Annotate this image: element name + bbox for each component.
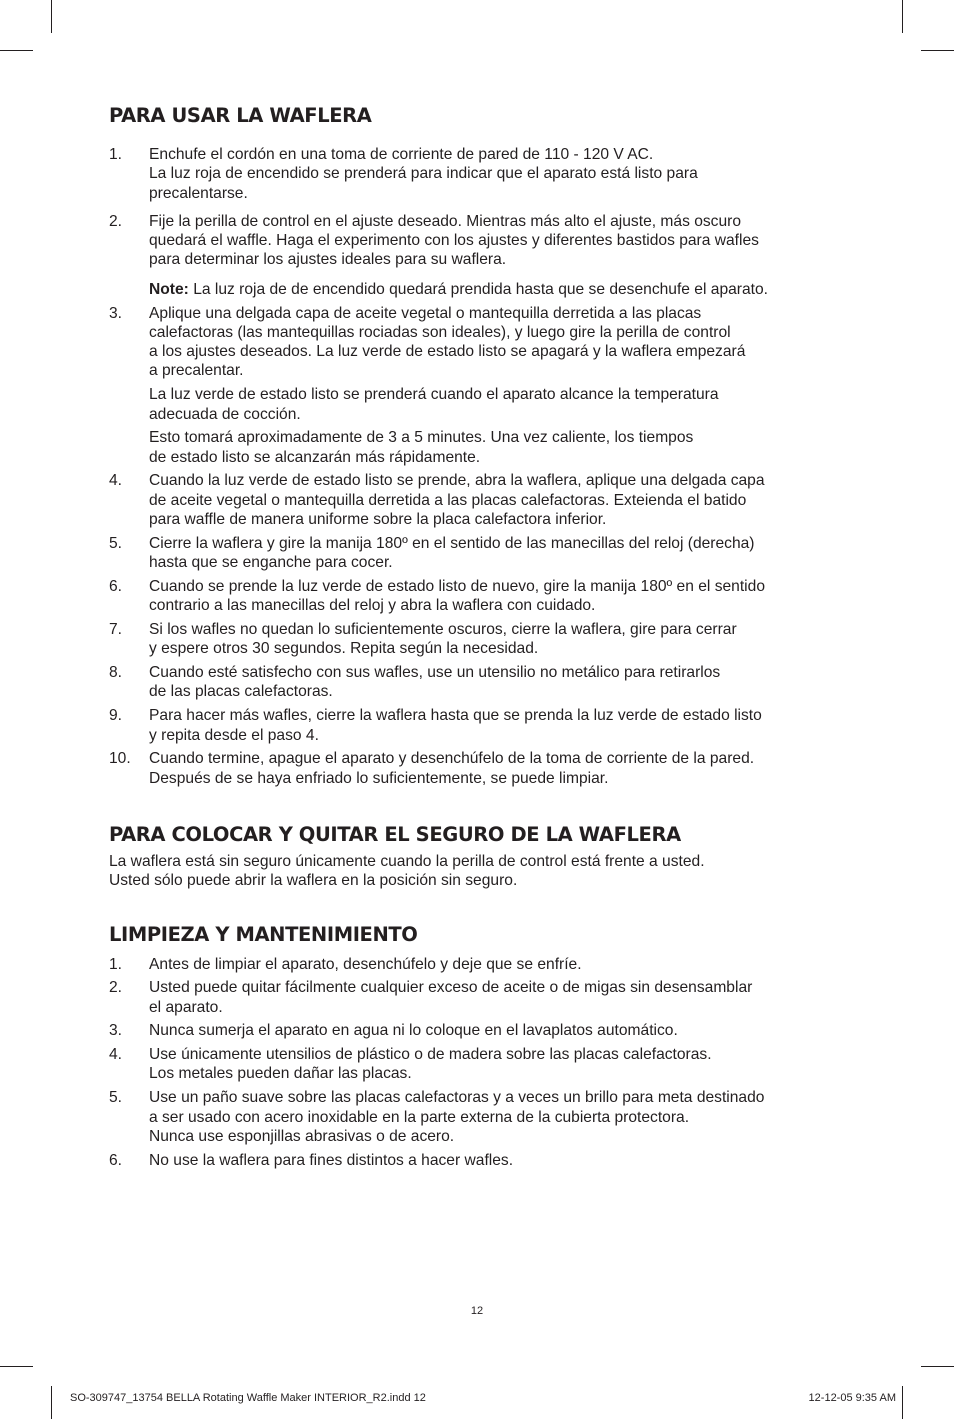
step-text: Nunca sumerja el aparato en agua ni lo coloque en el lavaplatos automático. — [149, 1022, 678, 1040]
step-number: 4. — [109, 472, 123, 490]
step-text: Usted puede quitar fácilmente cualquier exceso de aceite o de migas sin desensamblar el aparato. — [149, 979, 753, 1016]
step-number: 8. — [109, 664, 123, 682]
list-item — [109, 304, 849, 467]
list-item — [109, 978, 849, 1017]
list-item — [109, 534, 849, 573]
section-title-limpieza: LIMPIEZA Y MANTENIMIENTO — [109, 922, 418, 946]
list-item — [109, 212, 849, 299]
list-item — [109, 1045, 849, 1084]
step-text: Cuando se prende la luz verde de estado listo de nuevo, gire la manija 180º en el sentido contrario a las manecillas del reloj y abra la waflera con cuidado. — [149, 577, 765, 615]
section-title-usar: PARA USAR LA WAFLERA — [109, 104, 372, 127]
step-text: No use la waflera para fines distintos a hacer wafles. — [149, 1151, 514, 1169]
crop-mark — [0, 1366, 33, 1367]
step-text: Para hacer más wafles, cierre la waflera hasta que se prenda la luz verde de estado listo y repita desde el paso 4. — [149, 707, 762, 744]
list-item — [109, 749, 849, 788]
step-text: Enchufe el cordón en una toma de corriente de pared de 110 - 120 V AC. La luz roja de encendido se prenderá para indicar que el aparato está listo para precalentarse. — [149, 146, 698, 202]
step-number: 6. — [109, 577, 123, 595]
step-number: 3. — [109, 1022, 123, 1040]
crop-mark — [921, 1366, 954, 1367]
list-item — [109, 471, 849, 529]
step-text: Cuando la luz verde de estado listo se prende, abra la waflera, aplique una delgada capa de aceite vegetal o mantequilla derretida a las placas calefactoras. Exteienda el batido para waffle de manera uniforme sobre la placa calefactora inferior. — [149, 472, 765, 529]
step-number: 10. — [109, 750, 131, 768]
step-note: Note: La luz roja de de encendido quedará prendida hasta que se desenchufe el aparato. — [149, 280, 768, 298]
page-number: 12 — [470, 1305, 484, 1317]
step-number: 6. — [109, 1151, 123, 1169]
step-text: Si los wafles no quedan lo suficientemente oscuros, cierre la waflera, gire para cerrar y espere otros 30 segundos. Repita según la necesidad. — [149, 621, 737, 658]
list-item — [109, 1021, 849, 1040]
usar-steps-list — [109, 145, 849, 788]
step-number: 5. — [109, 1089, 123, 1107]
list-item — [109, 577, 849, 616]
step-text: Cierre la waflera y gire la manija 180º en el sentido de las manecillas del reloj (derecha) hasta que se enganche para cocer. — [149, 534, 755, 572]
step-number: 1. — [109, 955, 123, 973]
step-number: 2. — [109, 979, 123, 997]
list-item — [109, 620, 849, 659]
list-item — [109, 663, 849, 702]
step-text: Cuando esté satisfecho con sus wafles, use un utensilio no metálico para retirarlos de las placas calefactoras. — [149, 664, 721, 701]
list-item — [109, 1151, 849, 1170]
step-text: Cuando termine, apague el aparato y desenchúfelo de la toma de corriente de la pared. Después de se haya enfriado lo suficientemente, se puede limpiar. — [149, 750, 755, 787]
list-item — [109, 145, 849, 203]
crop-mark — [51, 0, 52, 33]
step-text: Esto tomará aproximadamente de 3 a 5 minutes. Una vez caliente, los tiempos de estado listo se alcanzarán más rápidamente. — [149, 429, 694, 466]
step-number: 7. — [109, 621, 123, 639]
step-text: Use un paño suave sobre las placas calefactoras y a veces un brillo para meta destinado a ser usado con acero inoxidable en la parte externa de la cubierta protectora. Nunca use esponjillas abrasivas o de acero. — [149, 1089, 765, 1145]
list-item — [109, 1088, 849, 1146]
limpieza-steps-list — [109, 955, 849, 1170]
page-content — [109, 104, 849, 1174]
step-number: 2. — [109, 212, 123, 230]
step-number: 4. — [109, 1046, 123, 1064]
step-number: 9. — [109, 707, 123, 725]
step-text: La luz verde de estado listo se prenderá cuando el aparato alcance la temperatura adecuada de cocción. — [149, 386, 719, 423]
crop-mark — [921, 50, 954, 51]
step-text: Aplique una delgada capa de aceite vegetal o mantequilla derretida a las placas calefactoras (las mantequillas rociadas son ideales), y luego gire la perilla de control a los ajustes deseados. La luz verde de estado listo se apagará y la waflera empezará a precalentar. — [149, 304, 746, 380]
crop-mark — [51, 1386, 52, 1419]
seguro-text: La waflera está sin seguro únicamente cuando la perilla de control está frente a usted. Usted sólo puede abrir la waflera en la posición sin seguro. — [109, 852, 705, 890]
step-number: 1. — [109, 146, 123, 163]
slug-filename: SO-309747_13754 BELLA Rotating Waffle Maker INTERIOR_R2.indd 12 — [70, 1392, 426, 1404]
step-number: 3. — [109, 304, 123, 322]
step-text: Fije la perilla de control en el ajuste deseado. Mientras más alto el ajuste, más oscuro quedará el waffle. Haga el experimento con los ajustes y diferentes bastidos para wafles para determinar los ajustes ideales para su waflera. — [149, 212, 759, 269]
crop-mark — [902, 1386, 903, 1419]
crop-mark — [0, 50, 33, 51]
list-item — [109, 955, 849, 974]
step-number: 5. — [109, 534, 123, 552]
section-title-seguro: PARA COLOCAR Y QUITAR EL SEGURO DE LA WAFLERA — [109, 822, 681, 846]
slug-timestamp: 12-12-05 9:35 AM — [808, 1392, 896, 1404]
list-item — [109, 706, 849, 745]
step-text: Antes de limpiar el aparato, desenchúfelo y deje que se enfríe. — [149, 955, 582, 973]
step-text: Use únicamente utensilios de plástico o de madera sobre las placas calefactoras. Los metales pueden dañar las placas. — [149, 1046, 712, 1083]
crop-mark — [902, 0, 903, 33]
